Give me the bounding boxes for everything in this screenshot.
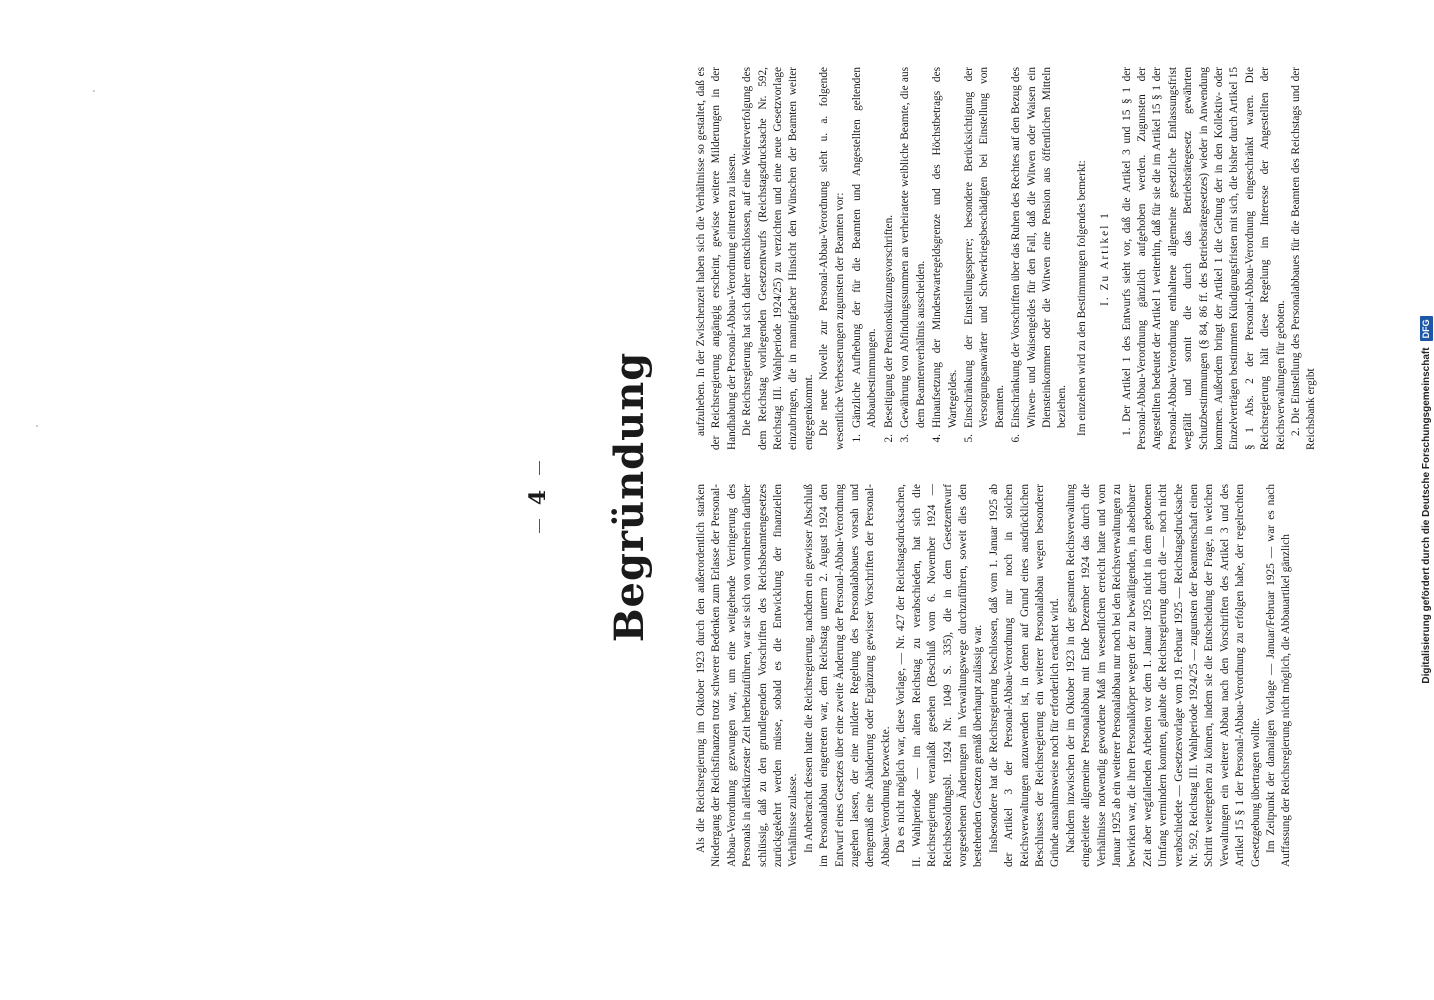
paragraph: In Anbetracht dessen hatte die Reichsregierung, nachdem ein gewisser Abschluß im Personalabbau eingetreten war, dem Reichstag unterm 2. August 1924 den Entwurf eines Gesetzes über eine zweite Änderung der Personal-Abbau-Verordnung zugehen lassen, der eine mildere Regelung des Personalabbaues vorsah und demgemäß eine Abänderung oder Ergänzung gewisser Vorschriften der Personal-Abbau-Verordnung bezweckte.	[802, 484, 892, 867]
digitization-credit	[1418, 120, 1434, 880]
dfg-logo-icon: DFG	[1420, 316, 1433, 341]
list-number: 5.	[962, 434, 975, 443]
paragraph: 1. Der Artikel 1 des Entwurfs sieht vor, daß die Artikel 3 und 15 § 1 der Personal-Abbau-Verordnung gänzlich aufgehoben werden. Zugunsten der Angestellten bedeutet der Artikel 1 weiterhin, daß für sie die im Artikel 15 § 1 der Personal-Abbau-Verordnung enthaltene allgemeine gesetzliche Entlassungsfrist wegfällt und somit die durch das Betriebsrätegesetz gewährten Schutzbestimmungen (§ 84, 86 ff. des Betriebsrätegesetzes) wieder in Anwendung kommen. Außerdem bringt der Artikel 1 die Geltung der in den Kollektiv- oder Einzelverträgen bestimmten Kündigungsfristen mit sich, die bisher durch Artikel 15 § 1 Abs. 2 der Personal-Abbau-Verordnung eingeschränkt waren. Die Reichsregierung hält diese Regelung im Interesse der Angestellten der Reichsverwaltungen für geboten.	[1120, 67, 1287, 450]
list-text: Einschränkung der Einstellungssperre; besondere Berücksichtigung der Versorgungsanwärter und Schwerkriegsbeschädigten bei Einstellung von Beamten.	[962, 67, 1006, 428]
list-number: 1.	[851, 434, 864, 443]
paragraph: Als die Reichsregierung im Oktober 1923 durch den außerordentlich starken Niedergang der Reichsfinanzen trotz schwerer Bedenken zum Erlasse der Personal-Abbau-Verordnung gezwungen war, um eine weitgehende Verringerung des Personals in allerkürzester Zeit herbeizuführen, war sie sich von vornherein darüber schlüssig, daß zu den grundlegenden Vorschriften des Reichsbeamtengesetzes zurückgekehrt werden müsse, sobald es die Entwicklung der finanziellen Verhältnisse zulasse.	[695, 484, 800, 867]
paragraph: 2. Die Einstellung des Personalabbaues für die Beamten des Reichstags und der Reichsbank ergibt	[1290, 67, 1318, 450]
page-title: Begründung	[606, 351, 653, 643]
paragraph: aufzuheben. In der Zwischenzeit haben sich die Verhältnisse so gestaltet, daß es der Reichsregierung angängig erscheint, gewisse weitere Milderungen in der Handhabung der Personal-Abbau-Verordnung eintreten zu lassen.	[695, 67, 738, 450]
scan-speck	[93, 90, 95, 92]
list-text: Beseitigung der Pensionskürzungsvorschriften.	[882, 214, 895, 428]
list-item	[882, 67, 897, 450]
paragraph: Im Zeitpunkt der damaligen Vorlage — Januar/Februar 1925 — war es nach Auffassung der Reichsregierung nicht möglich, die Abbauartikel gänzlich	[1265, 484, 1293, 867]
paragraph: Im einzelnen wird zu den Bestimmungen folgendes bemerkt:	[1075, 160, 1088, 436]
list-item	[1009, 67, 1071, 450]
paragraph: Die Reichsregierung hat sich daher entschlossen, auf eine Weiterverfolgung des dem Reichstag vorliegenden Gesetzentwurfs (Reichstagsdrucksache Nr. 592, Reichstag III. Wahlperiode 1924/25) zu verzichten und eine neue Gesetzvorlage einzubringen, die in mannigfacher Hinsicht den Wünschen der Beamten weiter entgegenkommt.	[741, 67, 815, 450]
page-number: 4	[525, 27, 551, 967]
list-item	[898, 67, 929, 450]
paragraph: Nachdem inzwischen der im Oktober 1923 in der gesamten Reichsverwaltung eingeleitete allgemeine Personalabbau mit Ende Dezember 1924 das durch die Verhältnisse notwendig gewordene Maß im wesentlichen erreicht hatte und vom Januar 1925 ab ein weiterer Personalabbau nur noch bei den Reichsverwaltungen zu bewirken war, die ihren Personalkörper wegen der zu bewältigenden, in absehbarer Zeit aber wegfallenden Arbeiten vor dem 1. Januar 1925 nicht in dem gebotenen Umfang vermindern konnten, glaubte die Reichsregierung durch die — noch nicht verabschiedete — Gesetzesvorlage vom 19. Februar 1925 — Reichstagsdrucksache Nr. 592, Reichstag III. Wahlperiode 1924/25 — zugunsten der Beamtenschaft einen Schritt weitergehen zu können, indem sie die Entscheidung der Frage, in welchen Verwaltungen ein weiterer Abbau nach den Vorschriften des Artikel 3 und des Artikel 15 § 1 der Personal-Abbau-Verordnung zu erfolgen habe, der regelrechten Gesetzgebung übertragen wollte.	[1064, 484, 1262, 867]
list-text: Gänzliche Aufhebung der für die Beamten und Angestellten geltenden Abbaubestimmungen.	[851, 67, 879, 428]
document-body	[694, 67, 1318, 867]
document-page	[241, 27, 1318, 967]
list-number: 3.	[899, 434, 912, 443]
paragraph: Die neue Novelle zur Personal-Abbau-Verordnung sieht u. a. folgende wesentliche Verbesserungen zugunsten der Beamten vor:	[818, 67, 846, 450]
list-text: Gewährung von Abfindungssummen an verheiratete weibliche Beamte, die aus dem Beamtenverhältnis ausscheiden.	[899, 67, 927, 428]
list-item	[850, 67, 881, 450]
scan-speck	[36, 425, 38, 427]
list-text: Einschränkung der Vorschriften über das Ruhen des Rechtes auf den Bezug des Witwen- und Waisengeldes für den Fall, daß die Witwen oder Waisen ein Diensteinkommen oder die Witwen eine Pension aus öffentlichen Mitteln beziehen.	[1010, 67, 1069, 428]
list-item	[962, 67, 1008, 450]
list-number: 2.	[882, 434, 895, 443]
paragraph: Da es nicht möglich war, diese Vorlage, — Nr. 427 der Reichstagsdrucksachen, II. Wahlperiode — im alten Reichstag zu verabschieden, hat sich die Reichsregierung veranlaßt gesehen (Beschluß vom 6. November 1924 — Reichsbesoldungsbl. 1924 Nr. 1049 S. 335), die in dem Gesetzentwurf vorgesehenen Änderungen im Verwaltungswege durchzuführen, soweit dies den bestehenden Gesetzen gemäß überhaupt zulässig war.	[895, 484, 985, 867]
list-number: 4.	[931, 434, 944, 443]
improvements-list	[850, 67, 1071, 450]
text-column-right	[694, 67, 1318, 450]
list-number: 6.	[1010, 434, 1023, 443]
section-heading: I. Zu Artikel 1	[1099, 211, 1112, 306]
credit-text: Digitalisierung gefördert durch die Deutsche Forschungsgemeinschaft	[1420, 347, 1432, 684]
paragraph: Insbesondere hat die Reichsregierung beschlossen, daß vom 1. Januar 1925 ab der Artikel 3 der Personal-Abbau-Verordnung nur noch in solchen Reichsverwaltungen anzuwenden ist, in denen auf Grund eines ausdrücklichen Beschlusses der Reichsregierung ein weiterer Personalabbau wegen besonderer Gründe ausnahmsweise noch für erforderlich erachtet wird.	[987, 484, 1062, 867]
list-item	[930, 67, 961, 450]
list-text: Hinaufsetzung der Mindestwartegeldsgrenze und des Höchstbetrags des Wartegeldes.	[931, 67, 959, 428]
text-column-left	[694, 484, 1293, 867]
